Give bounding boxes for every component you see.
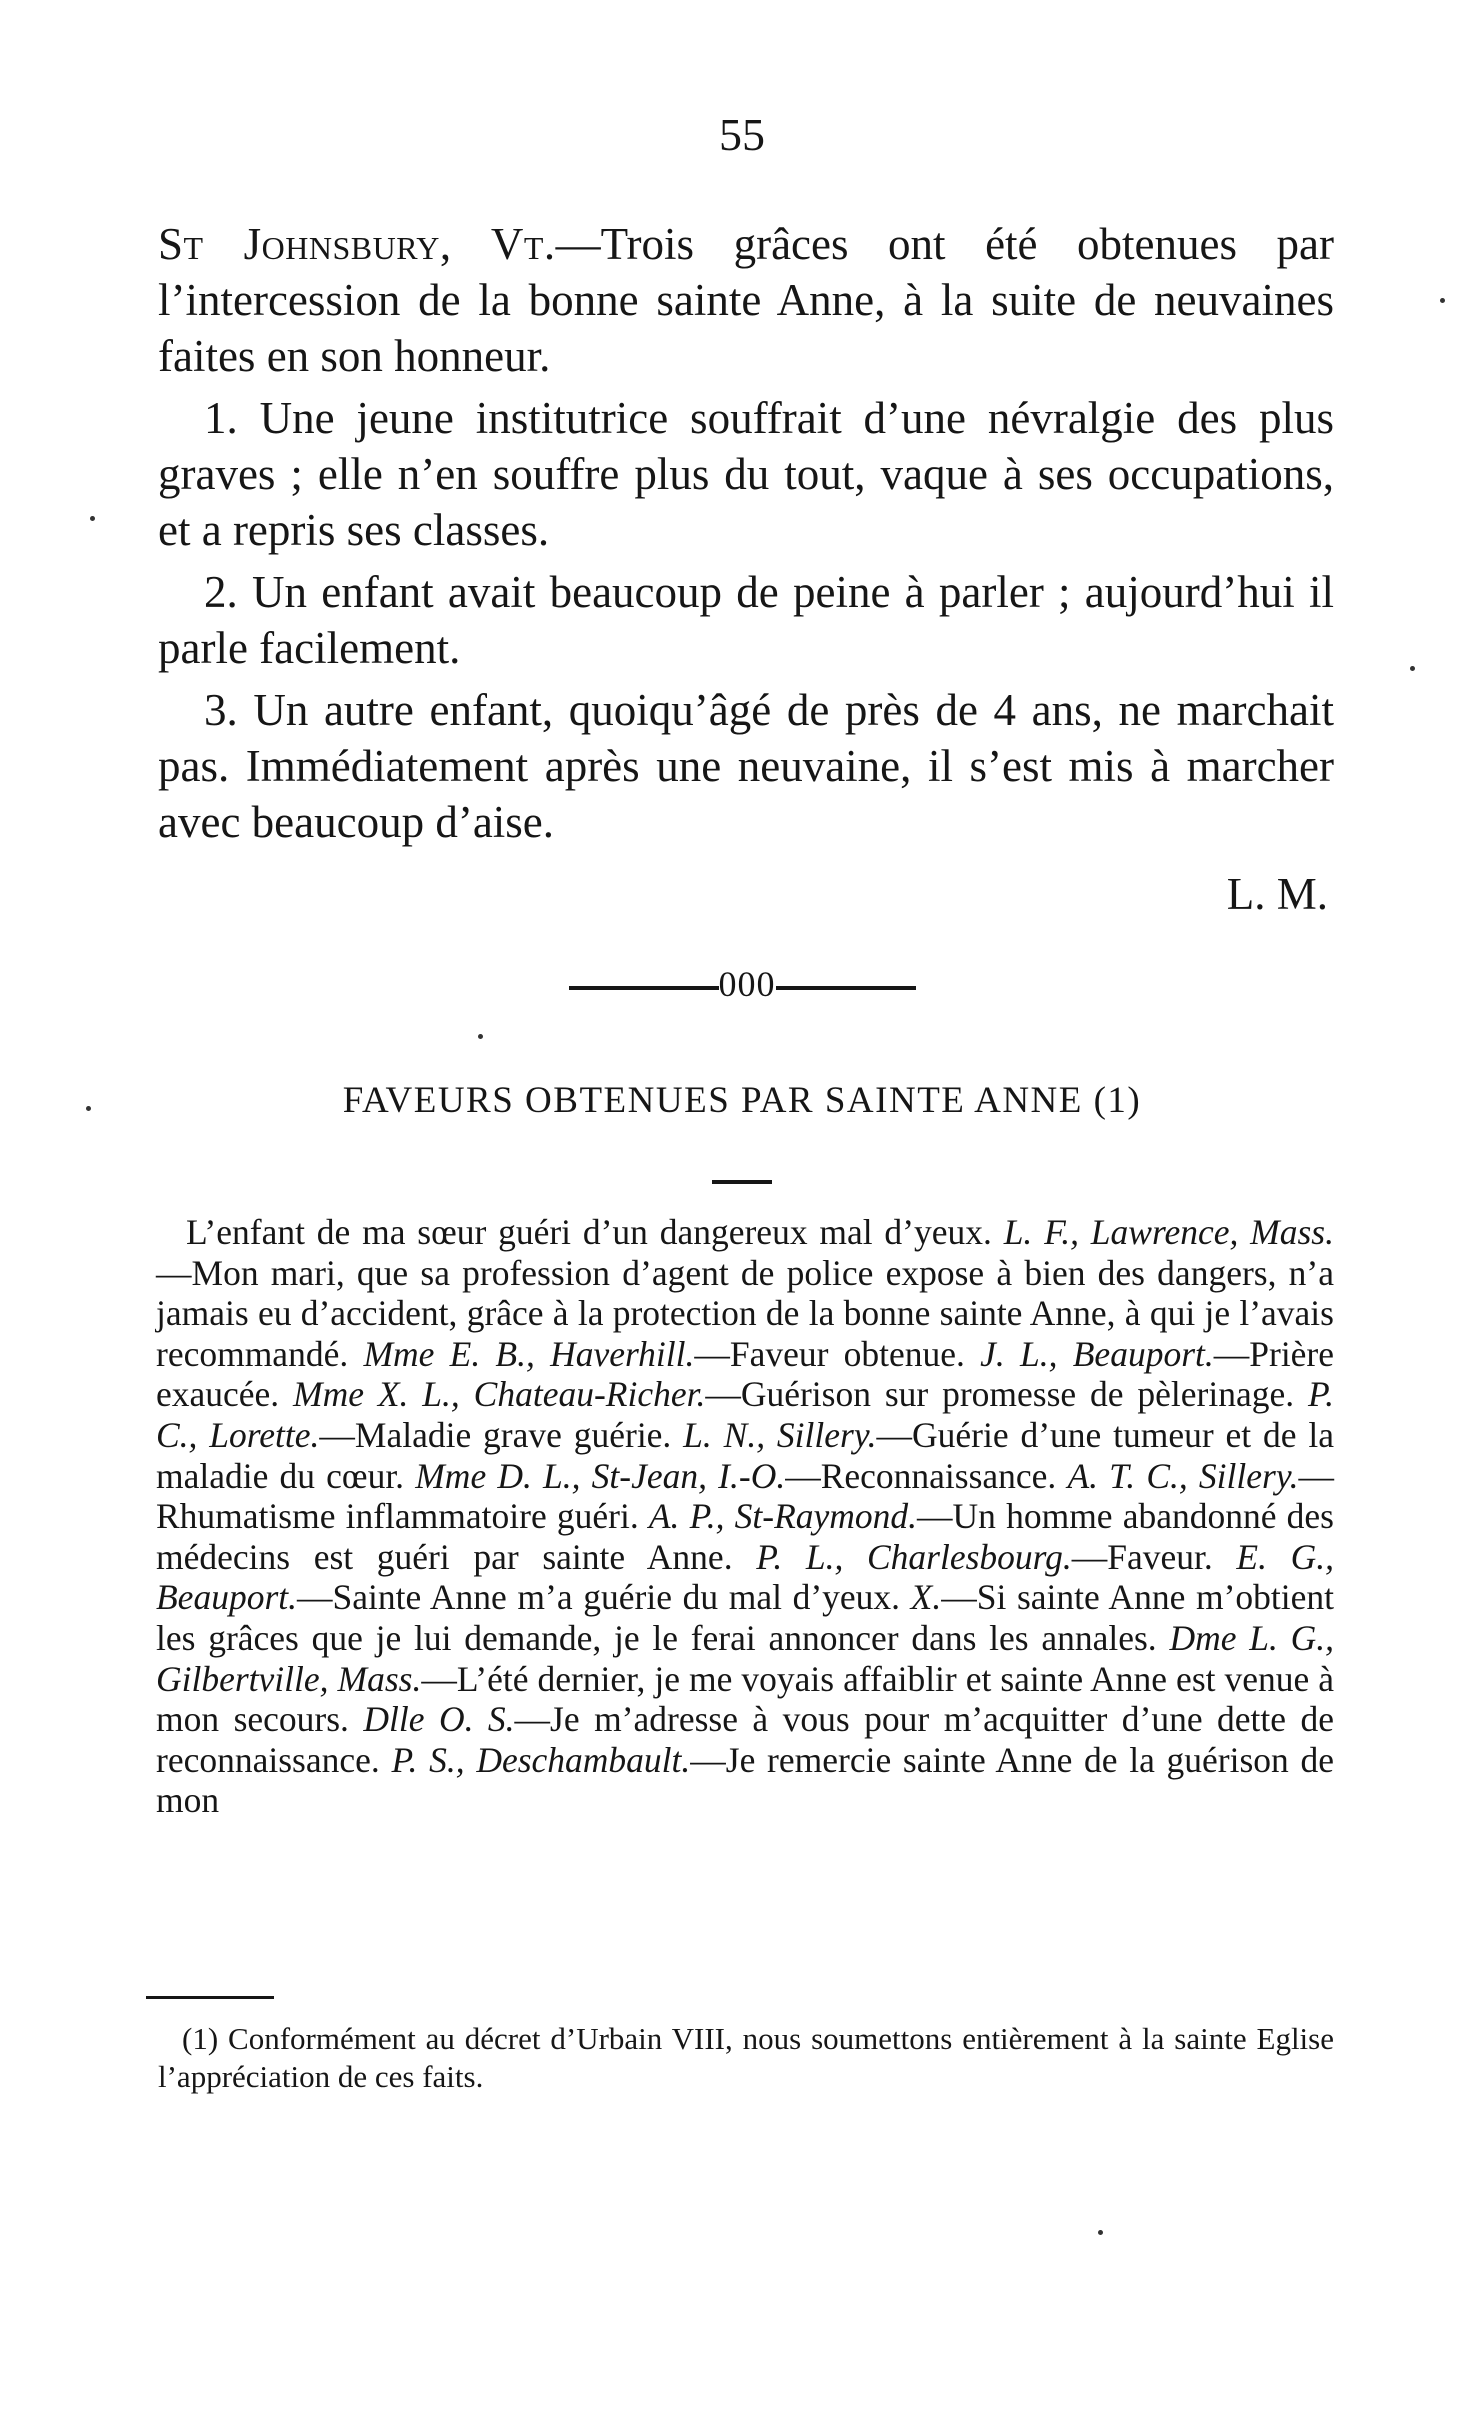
favor-signature: P. L., Charlesbourg.	[756, 1536, 1072, 1577]
favor-signature: A. T. C., Sillery.	[1067, 1455, 1299, 1496]
favor-text: —Je m’adresse à vous pour m’acquitter d’une dette de reconnaissance.	[156, 1699, 1334, 1780]
page-number: 55	[719, 109, 765, 160]
favor-text: —Faveur obtenue.	[694, 1333, 981, 1374]
report-intro-paragraph	[158, 216, 1334, 384]
favor-signature: Dme L. G., Gilbertville, Mass.	[156, 1617, 1334, 1699]
favor-text: —L’été dernier, je me voyais affaiblir et sainte Anne est venue à mon secours.	[156, 1658, 1334, 1740]
report-block	[158, 216, 1334, 856]
favor-text: —Guérie d’une tumeur et de la maladie du cœur.	[156, 1414, 1334, 1496]
print-speck	[1440, 298, 1445, 303]
report-item: 1. Une jeune institutrice souffrait d’une névralgie des plus graves ; elle n’en souffre plus du tout, vaque à ses occupations, et a repris ses classes.	[158, 393, 1334, 555]
print-speck	[478, 1034, 483, 1039]
favor-signature: Dlle O. S.	[363, 1699, 515, 1740]
favor-text: —Guérison sur promesse de pèlerinage.	[705, 1374, 1308, 1415]
report-intro: —Trois grâces ont été obtenues par l’intercession de la bonne sainte Anne, à la suite de neuvaines faites en son honneur.	[158, 219, 1334, 381]
favor-text: —Reconnaissance.	[785, 1455, 1068, 1496]
report-item: 2. Un enfant avait beaucoup de peine à parler ; aujourd’hui il parle facilement.	[158, 567, 1334, 673]
favor-text: —Maladie grave guérie.	[319, 1414, 684, 1455]
favor-text: —Rhumatisme inflammatoire guéri.	[156, 1455, 1334, 1537]
favor-text: —Je remercie sainte Anne de la guérison de mon	[156, 1739, 1335, 1821]
report-place: St Johnsbury, Vt.	[158, 219, 556, 269]
favor-signature: P. C., Lorette.	[156, 1374, 1334, 1455]
footnote: (1) Conformément au décret d’Urbain VIII, nous soumettons entièrement à la sainte Eglise l’appréciation de ces faits.	[158, 2021, 1334, 2094]
favor-text: —Un homme abandonné des médecins est guéri par sainte Anne.	[156, 1496, 1334, 1577]
favors-paragraph	[156, 1212, 1334, 1821]
favor-text: —Sainte Anne m’a guérie du mal d’yeux.	[297, 1577, 911, 1618]
report-signature: L. M.	[1226, 869, 1328, 919]
favor-signature: P. S., Deschambault.	[391, 1739, 691, 1780]
favor-signature: Mme X. L., Chateau-Richer.	[293, 1374, 706, 1415]
favor-signature: Mme E. B., Haverhill.	[363, 1333, 695, 1374]
print-speck	[86, 1106, 91, 1111]
favor-signature: L. N., Sillery.	[683, 1414, 877, 1455]
favor-signature: A. P., St-Raymond.	[648, 1496, 918, 1537]
favor-signature: J. L., Beauport.	[980, 1333, 1214, 1374]
print-speck	[1098, 2230, 1103, 2235]
report-item: 3. Un autre enfant, quoiqu’âgé de près de 4 ans, ne marchait pas. Immédiatement après une neuvaine, il s’est mis à marcher avec beaucoup d’aise.	[158, 685, 1334, 847]
favor-signature: L. F., Lawrence, Mass.	[1003, 1212, 1334, 1252]
favor-signature: Mme D. L., St-Jean, I.-O.	[415, 1455, 786, 1496]
separator-dash-left	[569, 986, 719, 990]
section-separator	[0, 966, 1484, 1002]
favor-text: —Prière exaucée.	[156, 1333, 1335, 1415]
footnote-rule	[146, 1996, 274, 1999]
separator-ornament: 000	[718, 964, 776, 1004]
print-speck	[1410, 666, 1415, 671]
favor-signature: X.	[910, 1577, 942, 1618]
favor-text: L’enfant de ma sœur guéri d’un dangereux mal d’yeux.	[186, 1212, 1004, 1252]
title-rule	[712, 1180, 772, 1184]
separator-dash-right	[776, 986, 916, 990]
favor-text: —Mon mari, que sa profession d’agent de police expose à bien des dangers, n’a jamais eu d’accident, grâce à la protection de la bonne sainte Anne, à qui je l’avais recommandé.	[156, 1252, 1334, 1374]
favor-text: —Faveur.	[1071, 1536, 1237, 1577]
print-speck	[90, 516, 95, 521]
favor-text: —Si sainte Anne m’obtient les grâces que je lui demande, je le ferai annoncer dans les annales.	[156, 1577, 1334, 1658]
section-title: FAVEURS OBTENUES PAR SAINTE ANNE (1)	[342, 1080, 1142, 1121]
favor-signature: E. G., Beauport.	[156, 1536, 1335, 1618]
